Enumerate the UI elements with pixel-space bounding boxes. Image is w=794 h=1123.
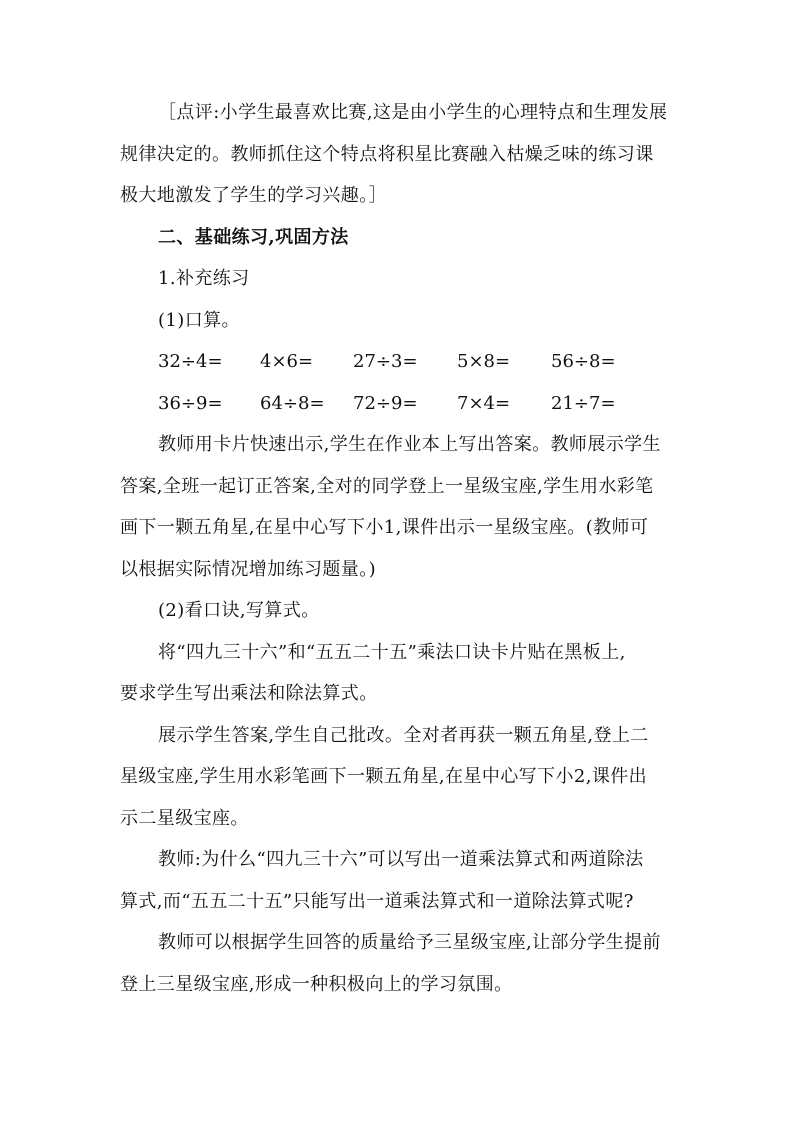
calc-item: 72÷9= <box>353 392 418 414</box>
section-heading: 二、基础练习,巩固方法 <box>158 226 349 248</box>
verse-paragraph-line: 要求学生写出乘法和除法算式。 <box>120 683 378 704</box>
subitem-oral-calc: (1)口算。 <box>158 309 240 331</box>
item-heading: 1.补充练习 <box>158 268 250 289</box>
calc-item: 21÷7= <box>551 392 616 414</box>
cards-paragraph-line: 画下一颗五角星,在星中心写下小1,课件出示一星级宝座。(教师可 <box>120 517 649 538</box>
comment-line-2: 规律决定的。教师抓住这个特点将积星比赛融入枯燥乏味的练习课 <box>120 143 654 165</box>
comment-line-1: ［点评:小学生最喜欢比赛,这是由小学生的心理特点和生理发展 <box>158 102 668 123</box>
show-paragraph-line: 示二星级宝座。 <box>120 807 249 829</box>
calc-row <box>120 341 680 383</box>
reward-paragraph-line: 登上三星级宝座,形成一种积极向上的学习氛围。 <box>120 973 513 995</box>
question-paragraph-line: 教师:为什么“四九三十六”可以写出一道乘法算式和两道除法 <box>158 849 644 870</box>
cards-paragraph-line: 教师用卡片快速出示,学生在作业本上写出答案。教师展示学生 <box>158 434 661 455</box>
calc-item: 4×6= <box>260 351 314 372</box>
show-paragraph-line: 展示学生答案,学生自己批改。全对者再获一颗五角星,登上二 <box>158 724 649 746</box>
cards-paragraph-line: 答案,全班一起订正答案,全对的同学登上一星级宝座,学生用水彩笔 <box>120 475 654 497</box>
question-paragraph-line: 算式,而“五五二十五”只能写出一道乘法算式和一道除法算式呢? <box>120 890 634 912</box>
calc-item: 32÷4= <box>158 351 223 372</box>
calc-item: 56÷8= <box>551 351 616 372</box>
cards-paragraph-line: 以根据实际情况增加练习题量。) <box>120 558 377 580</box>
calc-item: 36÷9= <box>158 392 223 414</box>
show-paragraph-line: 星级宝座,学生用水彩笔画下一颗五角星,在星中心写下小2,课件出 <box>120 766 648 787</box>
calc-row <box>120 383 680 425</box>
calc-item: 7×4= <box>457 392 511 414</box>
verse-paragraph-line: 将“四九三十六”和“五五二十五”乘法口诀卡片贴在黑板上, <box>158 641 626 663</box>
reward-paragraph-line: 教师可以根据学生回答的质量给予三星级宝座,让部分学生提前 <box>158 932 661 953</box>
comment-line-3: 极大地激发了学生的学习兴趣。］ <box>120 185 387 206</box>
calc-item: 5×8= <box>457 351 511 372</box>
calc-item: 27÷3= <box>353 351 418 372</box>
document-page <box>120 92 680 1005</box>
subitem-verse: (2)看口诀,写算式。 <box>158 600 320 621</box>
calc-item: 64÷8= <box>260 392 325 414</box>
